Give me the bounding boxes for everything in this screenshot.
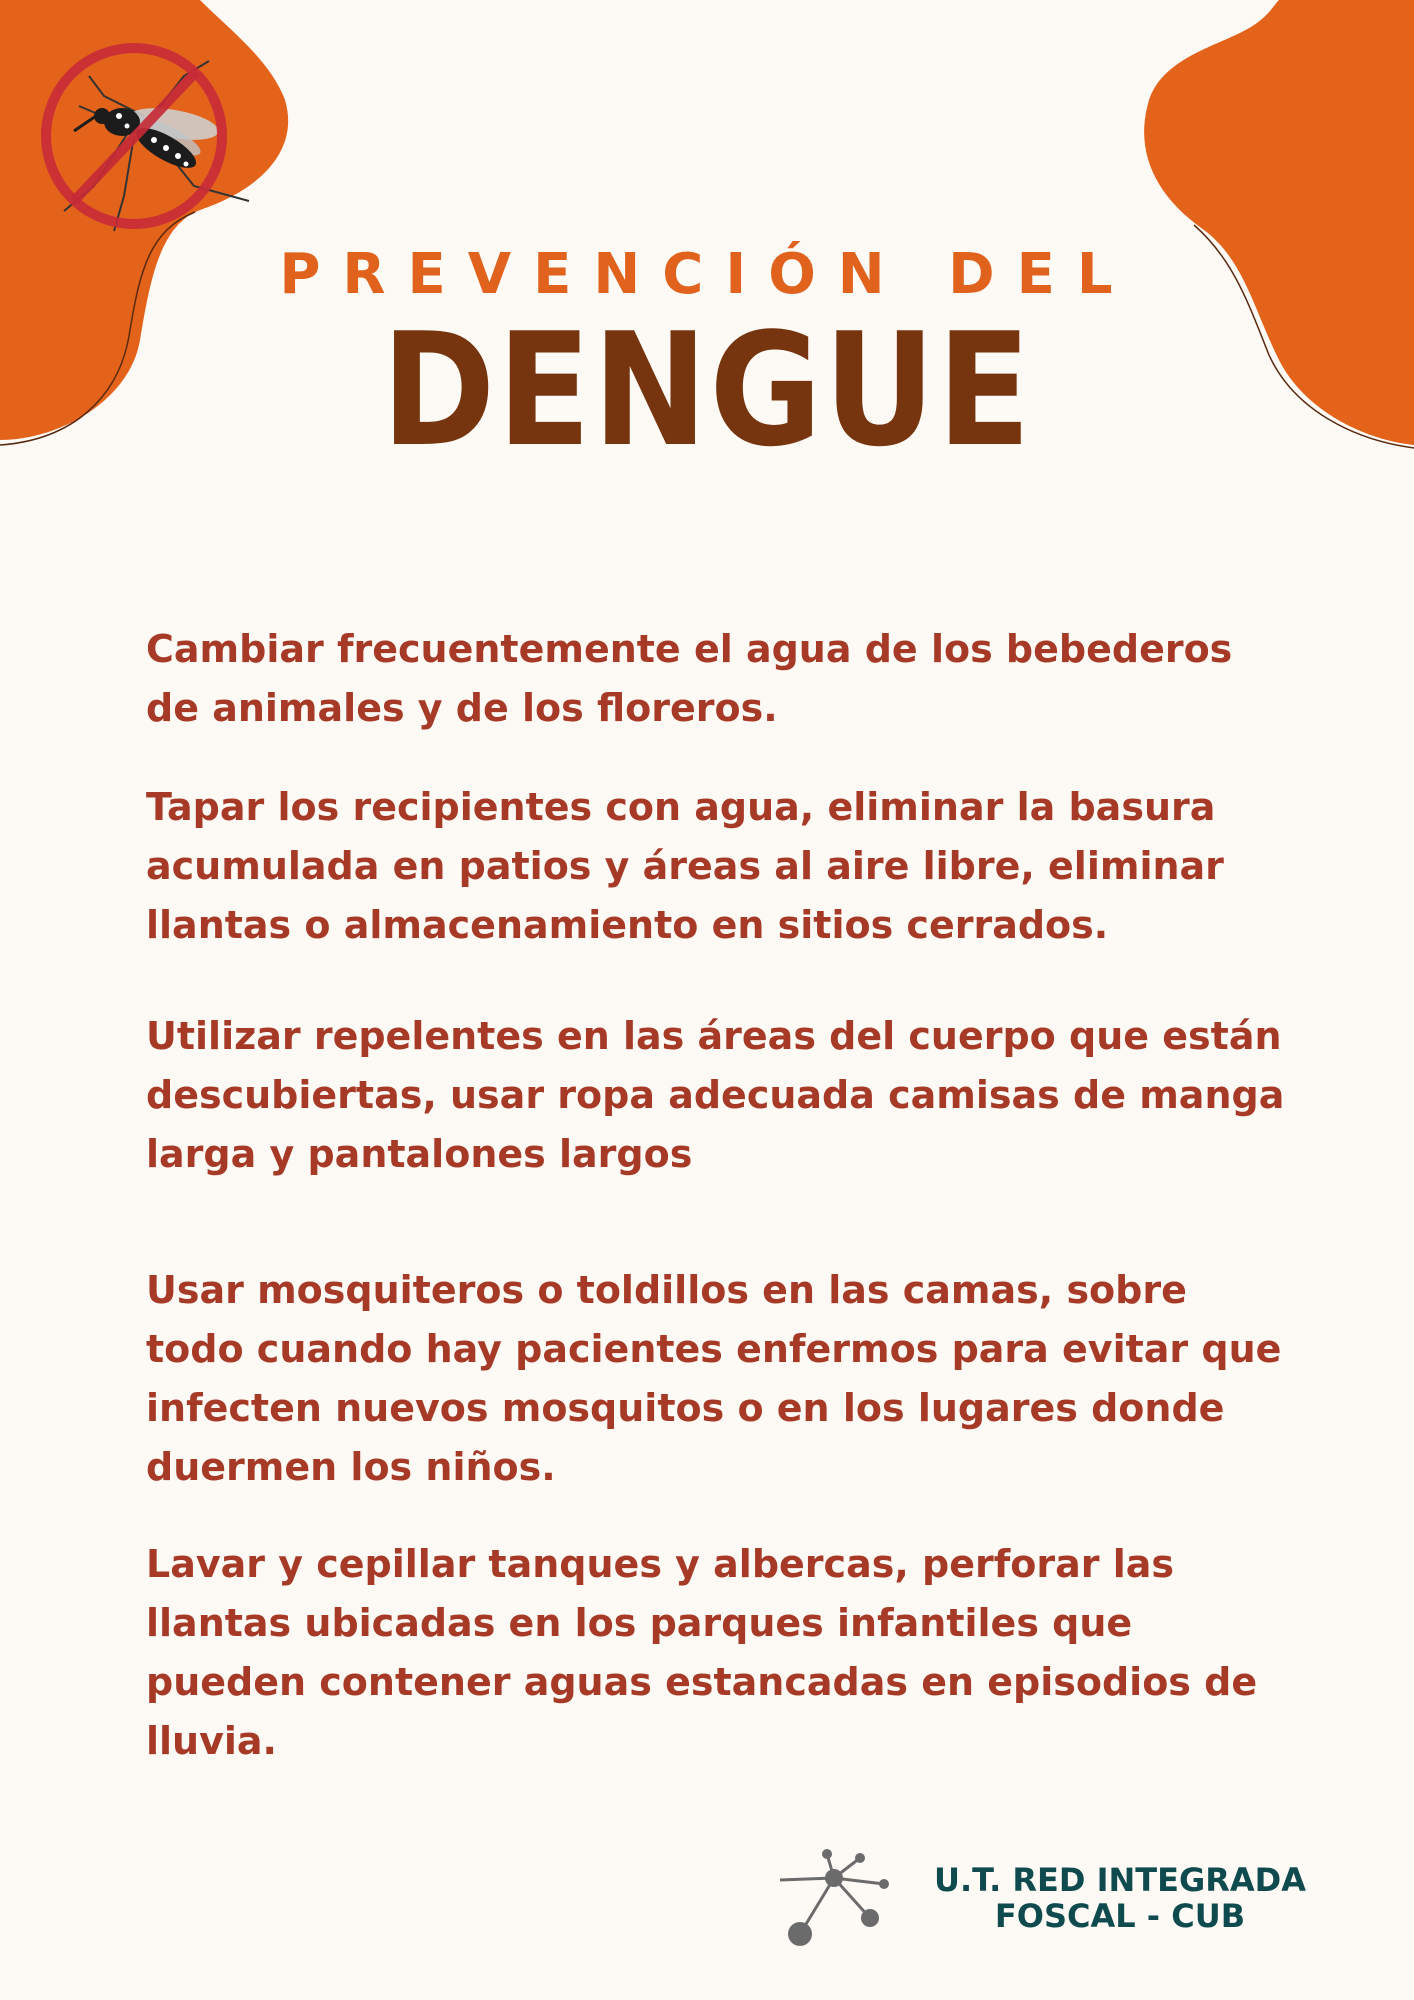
network-icon — [772, 1848, 922, 1948]
no-mosquito-icon — [34, 36, 264, 236]
tip-wash-tanks: Lavar y cepillar tanques y albercas, perforar las llantas ubicadas en los parques infantiles que pueden contener aguas estancadas en episodios de lluvia. — [146, 1542, 1258, 1763]
organization-name: U.T. RED INTEGRADA FOSCAL - CUB — [934, 1861, 1306, 1935]
tip-cover-containers: Tapar los recipientes con agua, eliminar la basura acumulada en patios y áreas al aire libre, eliminar llantas o almacenamiento en sitios cerrados. — [146, 785, 1224, 947]
page-subtitle: PREVENCIÓN DEL — [279, 242, 1135, 307]
tip-mosquito-nets: Usar mosquiteros o toldillos en las camas, sobre todo cuando hay pacientes enfermos para evitar que infecten nuevos mosquitos o en los lugares donde duermen los niños. — [146, 1268, 1282, 1489]
tip-use-repellent: Utilizar repelentes en las áreas del cuerpo que están descubiertas, usar ropa adecuada camisas de manga larga y pantalones largos — [146, 1014, 1285, 1176]
page-title: DENGUE — [381, 299, 1033, 481]
tip-change-water: Cambiar frecuentemente el agua de los bebederos de animales y de los floreros. — [146, 627, 1233, 730]
